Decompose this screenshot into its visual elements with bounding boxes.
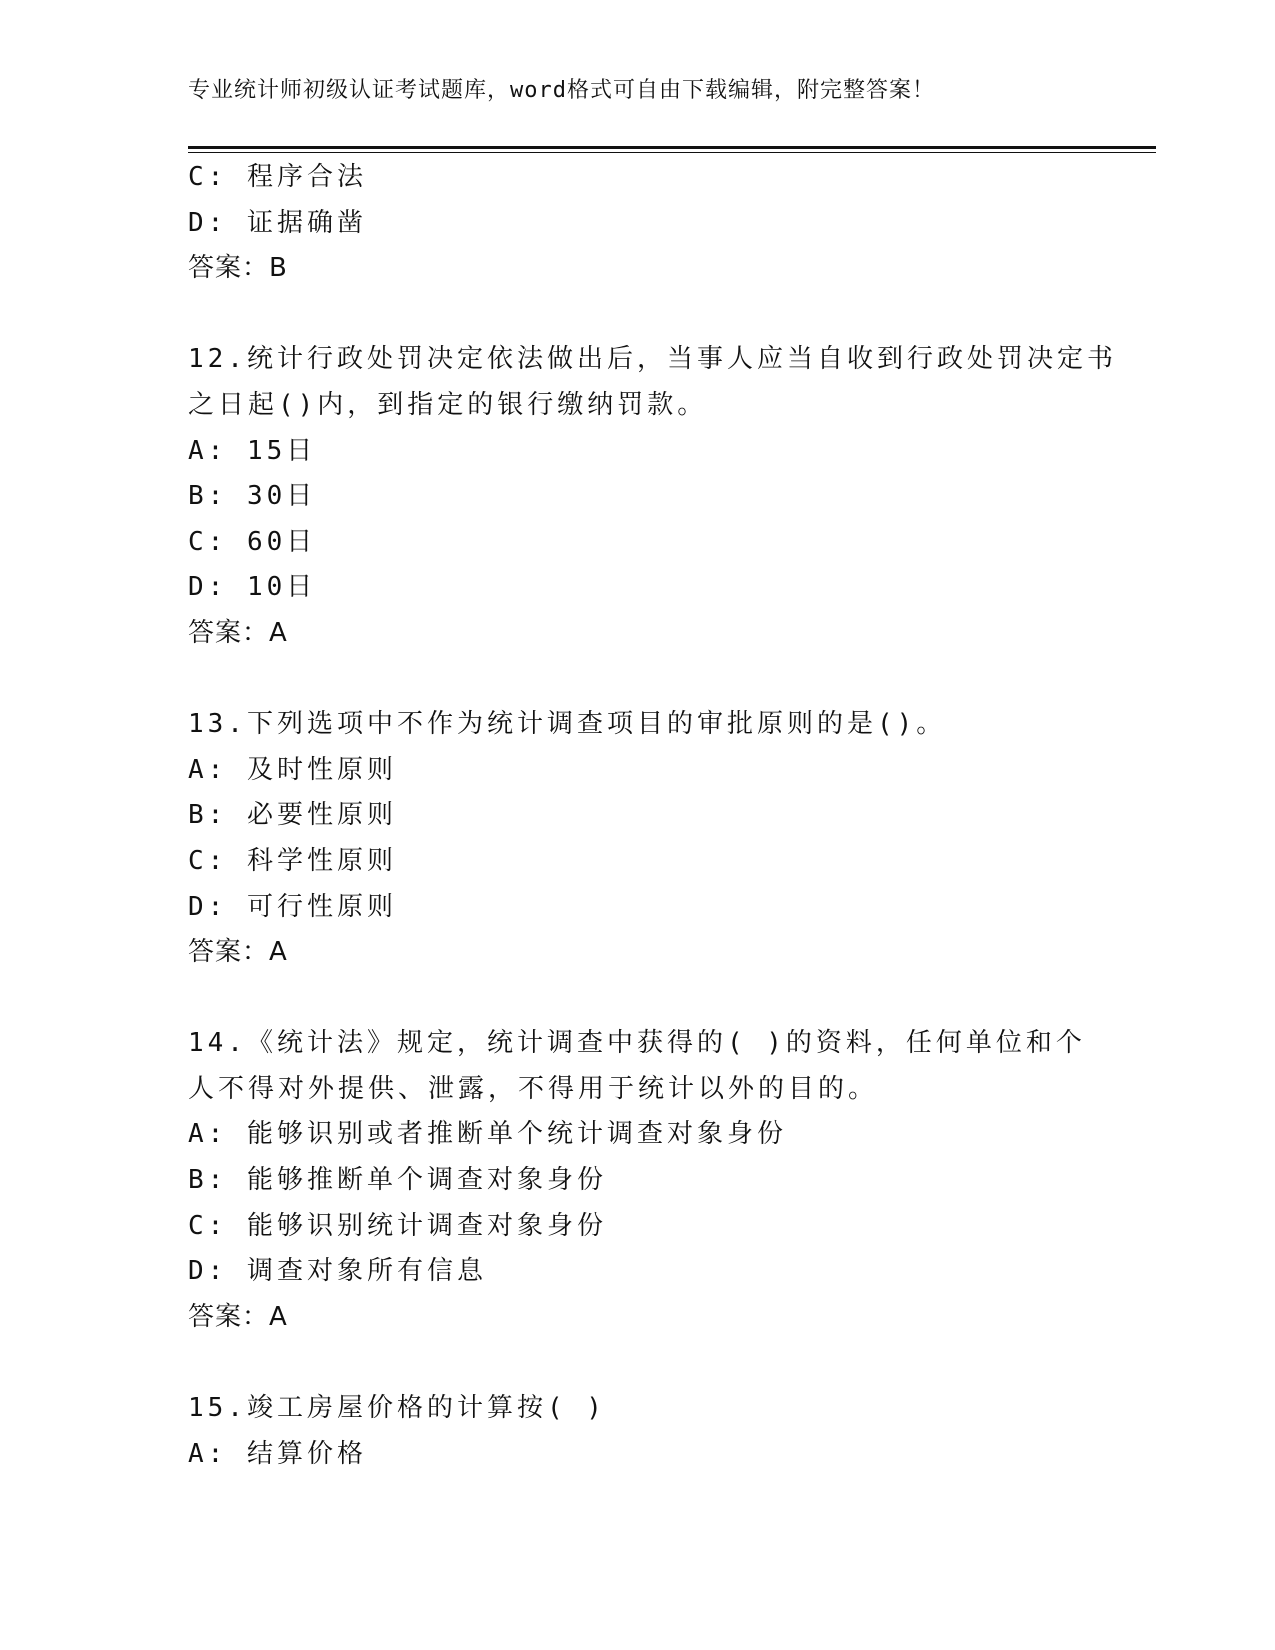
answer: 答案：A [188, 937, 288, 968]
spacer [188, 1340, 1088, 1386]
option-a: A: 15日 [188, 435, 317, 466]
answer: 答案：B [188, 253, 288, 284]
question-11-continued [188, 155, 1088, 292]
option-c: C: 程序合法 [188, 162, 367, 192]
option-b: B: 30日 [188, 481, 317, 512]
option-d: D: 可行性原则 [188, 891, 397, 922]
option-c: C: 60日 [188, 526, 317, 557]
option-d: D: 调查对象所有信息 [188, 1256, 487, 1287]
spacer [188, 976, 1088, 1022]
option-a: A: 及时性原则 [188, 754, 397, 785]
header-divider [188, 146, 1156, 149]
option-c: C: 能够识别统计调查对象身份 [188, 1210, 607, 1241]
option-b: B: 能够推断单个调查对象身份 [188, 1165, 607, 1196]
option-d: D: 10日 [188, 572, 317, 603]
page-header: 专业统计师初级认证考试题库，word格式可自由下载编辑，附完整答案！ [188, 78, 935, 103]
question-stem: 15.竣工房屋价格的计算按( ) [188, 1393, 606, 1424]
option-b: B: 必要性原则 [188, 800, 397, 831]
option-a: A: 能够识别或者推断单个统计调查对象身份 [188, 1119, 787, 1150]
question-12 [188, 337, 1117, 656]
question-13 [188, 702, 1088, 976]
question-stem: 13.下列选项中不作为统计调查项目的审批原则的是()。 [188, 709, 947, 740]
question-list [188, 155, 1117, 1477]
question-stem: 之日起()内，到指定的银行缴纳罚款。 [188, 389, 708, 420]
answer: 答案：A [188, 617, 288, 648]
question-stem: 14.《统计法》规定，统计调查中获得的( )的资料，任何单位和个 [188, 1028, 1086, 1059]
option-c: C: 科学性原则 [188, 845, 397, 876]
question-14 [188, 1021, 1088, 1340]
question-15 [188, 1386, 1088, 1477]
question-stem: 人不得对外提供、泄露，不得用于统计以外的目的。 [188, 1073, 879, 1104]
answer: 答案：A [188, 1301, 288, 1332]
spacer [188, 657, 1088, 703]
question-stem: 12.统计行政处罚决定依法做出后，当事人应当自收到行政处罚决定书 [188, 344, 1117, 375]
option-d: D: 证据确凿 [188, 207, 367, 238]
spacer [188, 292, 1088, 338]
option-a: A: 结算价格 [188, 1438, 367, 1469]
